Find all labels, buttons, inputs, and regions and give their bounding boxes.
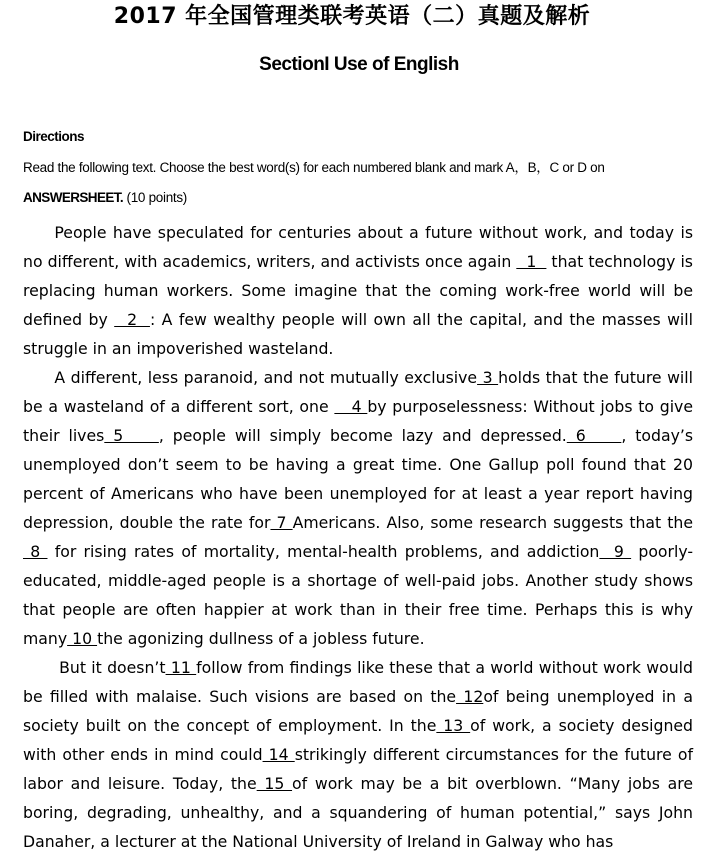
passage-text: the agonizing dullness of a jobless future. [97,629,425,648]
passage-text: But it doesn’t [59,658,166,677]
section-title: SectionI Use of English [259,54,459,75]
passage-text: A different, less paranoid, and not mutually exclusive [54,368,478,387]
passage-text: : A few wealthy people will own all the capital, and the masses will struggle in an impoverished wasteland. [23,310,693,358]
answer-blank: 6 [566,426,622,445]
answer-blank: 1 [516,252,547,271]
passage-text: strikingly different circumstances for the future of labor and leisure. Today, the [23,745,693,793]
page-title: 2017 年全国管理类联考英语（二）真题及解析 [113,4,591,29]
passage-text: poorly-educated, middle-aged people is a shortage of well-paid jobs. Another study shows that people are often happier at work than in their free time. Perhaps this is why many [23,542,693,648]
answer-blank: 12 [456,687,484,706]
answer-sheet-label: ANSWERSHEET. [23,190,124,205]
passage-text: that technology is replacing human workers. Some imagine that the coming work-free world will be defined by [23,252,693,329]
answer-blank: 5 [104,426,159,445]
directions-heading: Directions [23,129,85,144]
answer-blank: 14 [262,745,295,764]
passage-text: of work, a society designed with other ends in mind could [23,716,693,764]
directions-text: Read the following text. Choose the best word(s) for each numbered blank and mark A，B，C or D on [23,160,605,175]
answer-blank: 4 [334,397,368,416]
passage-text: Americans. Also, some research suggests that the [292,513,693,532]
passage-text: of being unemployed in a society built on the concept of employment. In the [23,687,693,735]
answer-blank: 9 [599,542,632,561]
passage-text: follow from findings like these that a world without work would be filled with malaise. Such visions are based on the [23,658,693,706]
answer-blank: 3 [477,368,499,387]
answer-blank: 2 [114,310,150,329]
paragraph [23,218,693,363]
passage-text: , people will simply become lazy and depressed. [158,426,567,445]
points-label: (10 points) [123,190,187,205]
passage-text: of work may be a bit overblown. “Many jobs are boring, degrading, unhealthy, and a squandering of human potential,” says John Danaher, a lecturer at the National University of Ireland in Galway who has [23,774,693,851]
answer-blank: 10 [67,629,98,648]
cloze-passage [23,218,693,856]
answer-blank: 7 [270,513,293,532]
passage-text: , today’s unemployed don’t seem to be having a great time. One Gallup poll found that 20 percent of Americans who have been unemployed for at least a year report having depression, double the rate for [23,426,694,532]
answer-blank: 13 [436,716,471,735]
answer-blank: 8 [23,542,48,561]
paragraph [23,653,693,856]
passage-text: holds that the future will be a wasteland of a different sort, one [23,368,693,416]
answer-blank: 11 [165,658,197,677]
directions-text-cont [23,189,187,207]
passage-text: for rising rates of mortality, mental-health problems, and addiction [47,542,600,561]
paragraph [23,363,693,653]
answer-blank: 15 [256,774,293,793]
passage-text: People have speculated for centuries about a future without work, and today is no different, with academics, writers, and activists once again [23,223,693,271]
passage-text: by purposelessness: Without jobs to give their lives [23,397,693,445]
